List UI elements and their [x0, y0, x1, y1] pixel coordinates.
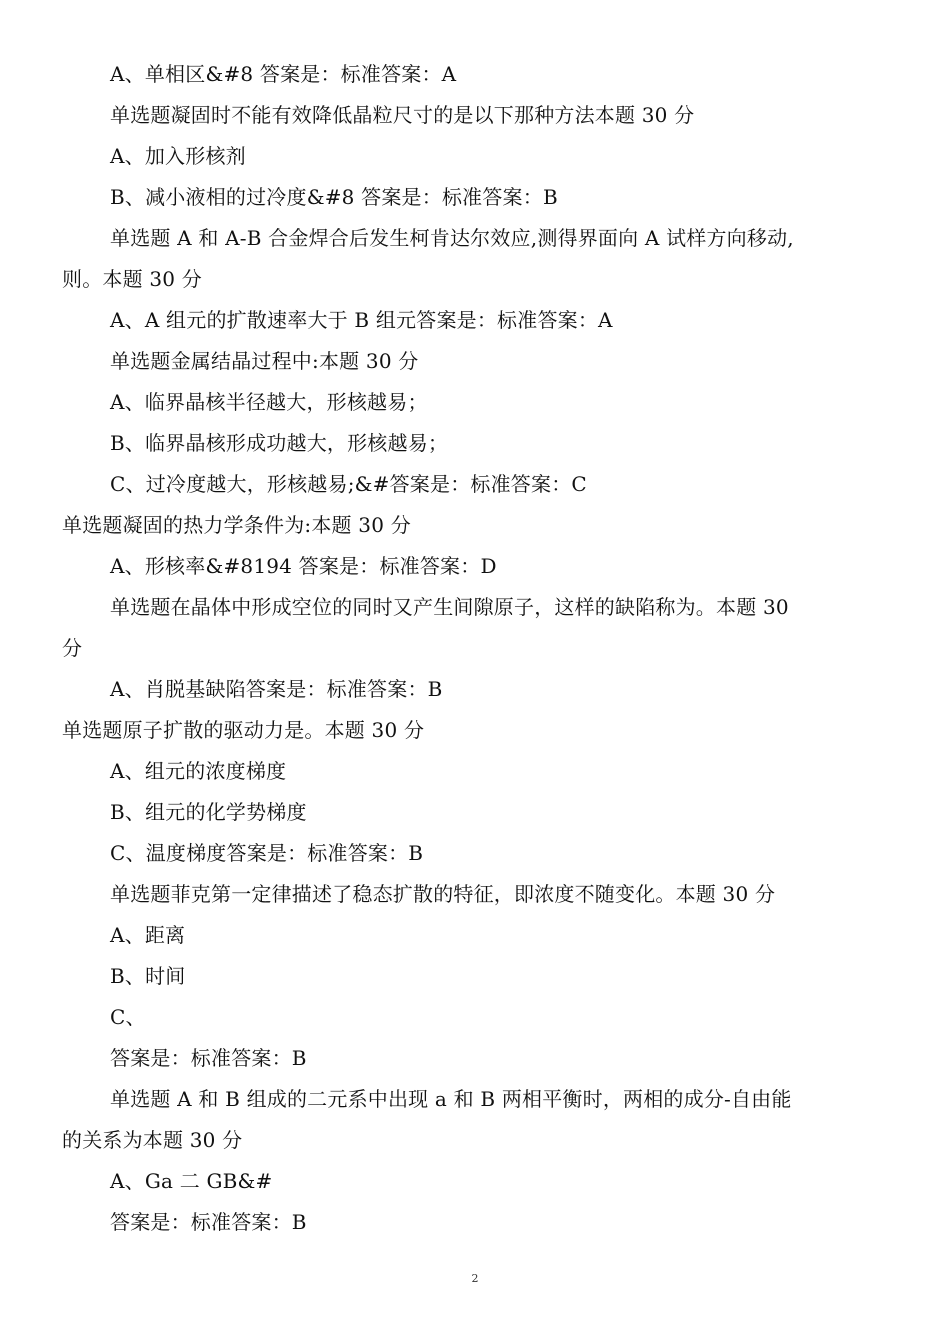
text-line: A、距离 — [110, 923, 186, 947]
text-line: A、临界晶核半径越大，形核越易； — [110, 390, 428, 414]
text-line: 单选题原子扩散的驱动力是。本题 30 分 — [62, 718, 425, 742]
text-line: B、组元的化学势梯度 — [110, 800, 307, 824]
page-number: 2 — [471, 1272, 479, 1285]
text-line: A、Ga 二 GB&# — [110, 1169, 273, 1193]
text-line: A、加入形核剂 — [110, 144, 246, 168]
text-line: 单选题金属结晶过程中:本题 30 分 — [110, 349, 419, 373]
document-body — [62, 54, 892, 1243]
text-line: A、单相区&#8 答案是：标准答案：A — [110, 62, 457, 86]
text-line: 单选题菲克第一定律描述了稳态扩散的特征，即浓度不随变化。本题 30 分 — [110, 882, 776, 906]
text-line: 答案是：标准答案：B — [110, 1046, 307, 1070]
text-line: A、组元的浓度梯度 — [110, 759, 287, 783]
text-line: C、过冷度越大，形核越易;&#答案是：标准答案：C — [110, 472, 587, 496]
text-line: 单选题凝固的热力学条件为:本题 30 分 — [62, 513, 411, 537]
text-line: C、温度梯度答案是：标准答案：B — [110, 841, 424, 865]
text-line: A、形核率&#8194 答案是：标准答案：D — [110, 554, 497, 578]
text-line: 单选题凝固时不能有效降低晶粒尺寸的是以下那种方法本题 30 分 — [110, 103, 695, 127]
text-line: 则。本题 30 分 — [62, 267, 202, 291]
text-line: 的关系为本题 30 分 — [62, 1128, 243, 1152]
text-line: 答案是：标准答案：B — [110, 1210, 307, 1234]
text-line: 分 — [62, 636, 83, 660]
text-line: 单选题在晶体中形成空位的同时又产生间隙原子，这样的缺陷称为。本题 30 — [110, 595, 789, 619]
text-line: B、临界晶核形成功越大，形核越易； — [110, 431, 449, 455]
text-line: B、时间 — [110, 964, 186, 988]
text-line: B、减小液相的过冷度&#8 答案是：标准答案：B — [110, 185, 558, 209]
text-line: C、 — [110, 1005, 146, 1029]
text-line: A、A 组元的扩散速率大于 B 组元答案是：标准答案：A — [110, 308, 613, 332]
text-line: A、肖脱基缺陷答案是：标准答案：B — [110, 677, 443, 701]
text-line: 单选题 A 和 A-B 合金焊合后发生柯肯达尔效应,测得界面向 A 试样方向移动, — [110, 226, 794, 250]
text-line: 单选题 A 和 B 组成的二元系中出现 a 和 B 两相平衡时，两相的成分-自由能 — [110, 1087, 792, 1111]
